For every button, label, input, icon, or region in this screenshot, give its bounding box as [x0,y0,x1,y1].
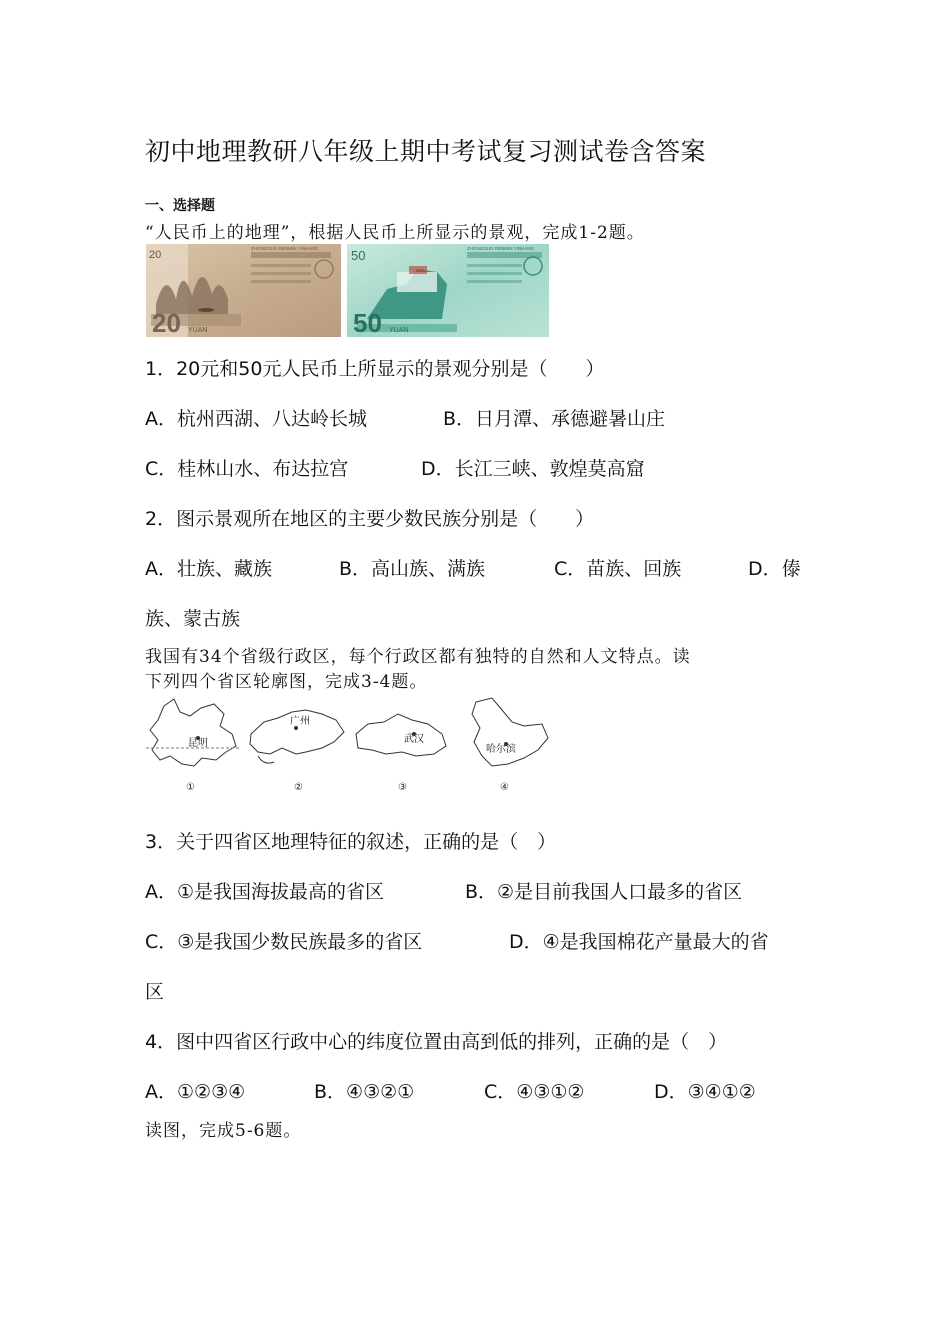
map-2-number: ② [294,782,303,793]
map-4-number: ④ [500,782,509,793]
question-1-option-b: B．日月潭、承德避暑山庄 [443,408,666,430]
map-3-number: ③ [398,782,407,793]
province-outline-maps [146,694,556,794]
question-1: 1．20元和50元人民币上所显示的景观分别是（ ） [145,358,605,380]
banknote-20-image [146,244,341,337]
question-3-option-d-continued: 区 [145,981,165,1003]
question-3-option-a: A．①是我国海拔最高的省区 [145,881,385,903]
note-20-denomination: 20 [152,308,181,337]
question-2-option-d-continued: 族、蒙古族 [145,608,241,630]
question-4-option-d: D．③④①② [654,1081,756,1103]
note-50-corner-value: 50 [351,248,366,263]
page-title: 初中地理教研八年级上期中考试复习测试卷含答案 [145,137,707,166]
note-50-denomination: 50 [353,308,382,337]
map-2-city: 广州 [290,716,310,727]
section-heading: 一、选择题 [145,198,215,214]
question-1-option-a: A．杭州西湖、八达岭长城 [145,408,367,430]
question-3: 3．关于四省区地理特征的叙述，正确的是（ ） [145,831,557,853]
intro-provinces-line1: 我国有34个省级行政区，每个行政区都有独特的自然和人文特点。读 [145,647,691,667]
question-2: 2．图示景观所在地区的主要少数民族分别是（ ） [145,508,595,530]
question-2-option-c: C．苗族、回族 [554,558,682,580]
note-20-corner-value: 20 [149,249,162,261]
map-3-city: 武汉 [404,734,424,745]
question-3-option-b: B．②是目前我国人口最多的省区 [465,881,743,903]
map-4-city: 哈尔滨 [486,744,516,755]
question-2-option-a: A．壮族、藏族 [145,558,272,580]
question-1-option-c: C．桂林山水、布达拉宫 [145,458,349,480]
intro-question-5-6: 读图，完成5-6题。 [145,1121,302,1141]
question-2-option-d: D．傣 [748,558,801,580]
intro-provinces-line2: 下列四个省区轮廓图，完成3-4题。 [145,672,428,692]
question-4: 4．图中四省区行政中心的纬度位置由高到低的排列，正确的是（ ） [145,1031,728,1053]
question-4-option-b: B．④③②① [314,1081,415,1103]
note-50-yuan: YUAN [389,327,409,334]
note-50-header: ZHONGGUO RENMIN YINHANG [467,246,535,251]
question-4-option-c: C．④③①② [484,1081,585,1103]
note-20-header: ZHONGGUO RENMIN YINHANG [251,246,319,251]
intro-currency: “人民币上的地理”，根据人民币上所显示的景观，完成1-2题。 [145,223,645,243]
question-1-option-d: D．长江三峡、敦煌莫高窟 [421,458,645,480]
map-1-number: ① [186,782,195,793]
banknote-50-image [347,244,549,337]
note-20-yuan: YUAN [188,327,208,334]
map-1-city: 昆明 [188,738,208,749]
question-3-option-d: D．④是我国棉花产量最大的省 [509,931,769,953]
question-4-option-a: A．①②③④ [145,1081,246,1103]
question-3-option-c: C．③是我国少数民族最多的省区 [145,931,423,953]
question-2-option-b: B．高山族、满族 [339,558,486,580]
